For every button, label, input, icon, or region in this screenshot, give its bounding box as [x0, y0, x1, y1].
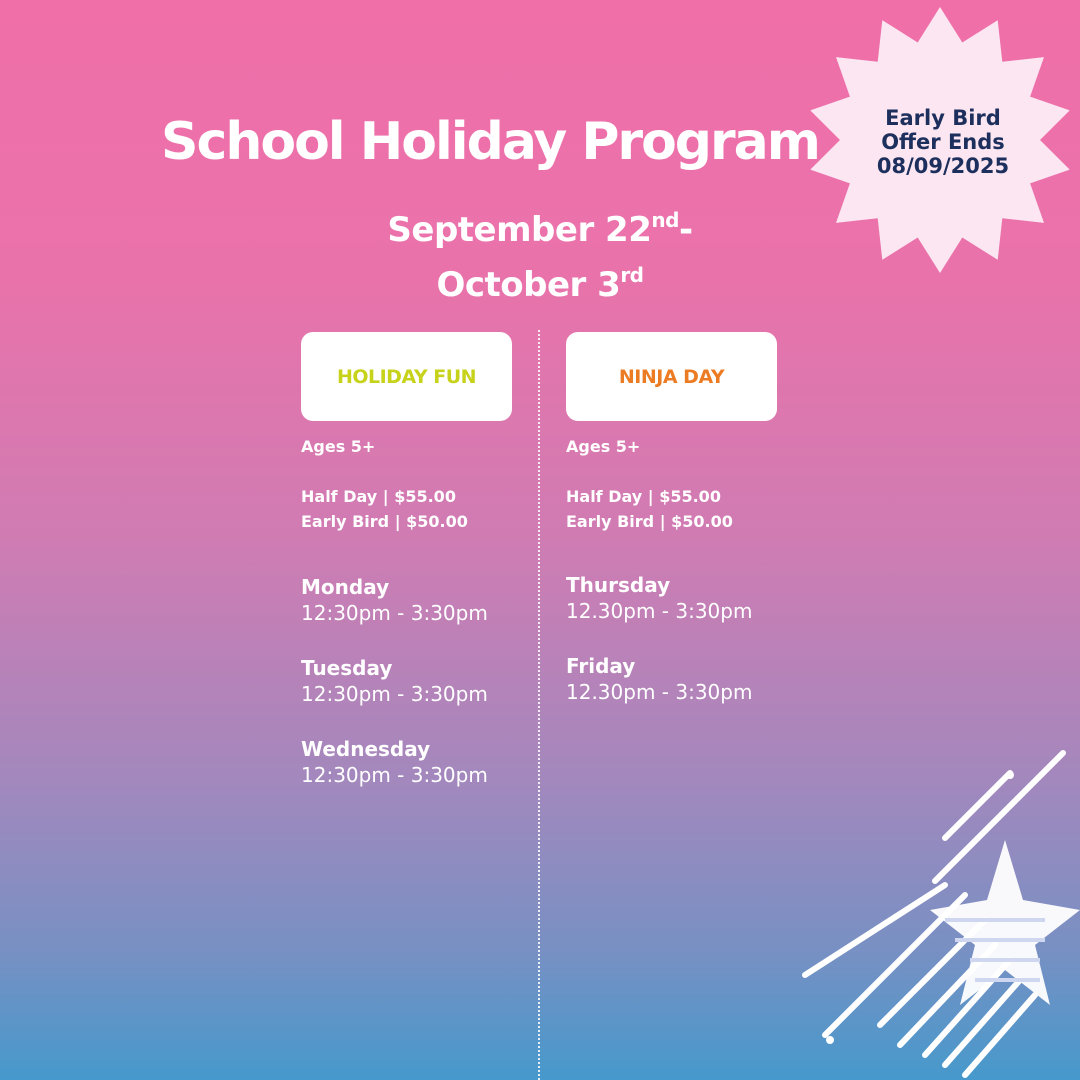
session-list	[566, 572, 826, 705]
session-day: Monday	[301, 575, 390, 599]
session-time: 12:30pm - 3:30pm	[301, 682, 488, 706]
offer-line-1: Early Bird	[885, 106, 1001, 130]
session-time: 12:30pm - 3:30pm	[301, 763, 488, 787]
program-ninja-day	[566, 332, 826, 734]
session-list	[301, 574, 561, 788]
shooting-star-icon	[795, 745, 1080, 1080]
price-info	[566, 484, 826, 534]
ages-label: Ages 5+	[301, 437, 376, 456]
session-time: 12.30pm - 3:30pm	[566, 680, 753, 704]
session-day: Wednesday	[301, 737, 431, 761]
price-info	[301, 484, 561, 534]
program-holiday-fun	[301, 332, 561, 817]
ages-label: Ages 5+	[566, 437, 641, 456]
session-day: Thursday	[566, 573, 671, 597]
early-bird-price: Early Bird | $50.00	[301, 512, 468, 531]
program-title-badge: HOLIDAY FUN	[301, 332, 512, 421]
offer-line-2: Offer Ends	[881, 130, 1005, 154]
session-time: 12:30pm - 3:30pm	[301, 601, 488, 625]
page-title: School Holiday Program	[161, 112, 819, 172]
session-day: Friday	[566, 654, 636, 678]
start-date-suffix: nd	[651, 208, 679, 232]
session-time: 12.30pm - 3:30pm	[566, 599, 753, 623]
end-date-suffix: rd	[620, 263, 644, 287]
half-day-price: Half Day | $55.00	[301, 487, 456, 506]
early-bird-price: Early Bird | $50.00	[566, 512, 733, 531]
early-bird-offer-badge	[848, 106, 1038, 178]
session-day: Tuesday	[301, 656, 393, 680]
half-day-price: Half Day | $55.00	[566, 487, 721, 506]
offer-line-3: 08/09/2025	[876, 154, 1010, 178]
date-dash: -	[678, 210, 693, 250]
end-date: October 3	[436, 265, 621, 305]
program-title-badge: NINJA DAY	[566, 332, 777, 421]
start-date: September 22	[387, 210, 652, 250]
